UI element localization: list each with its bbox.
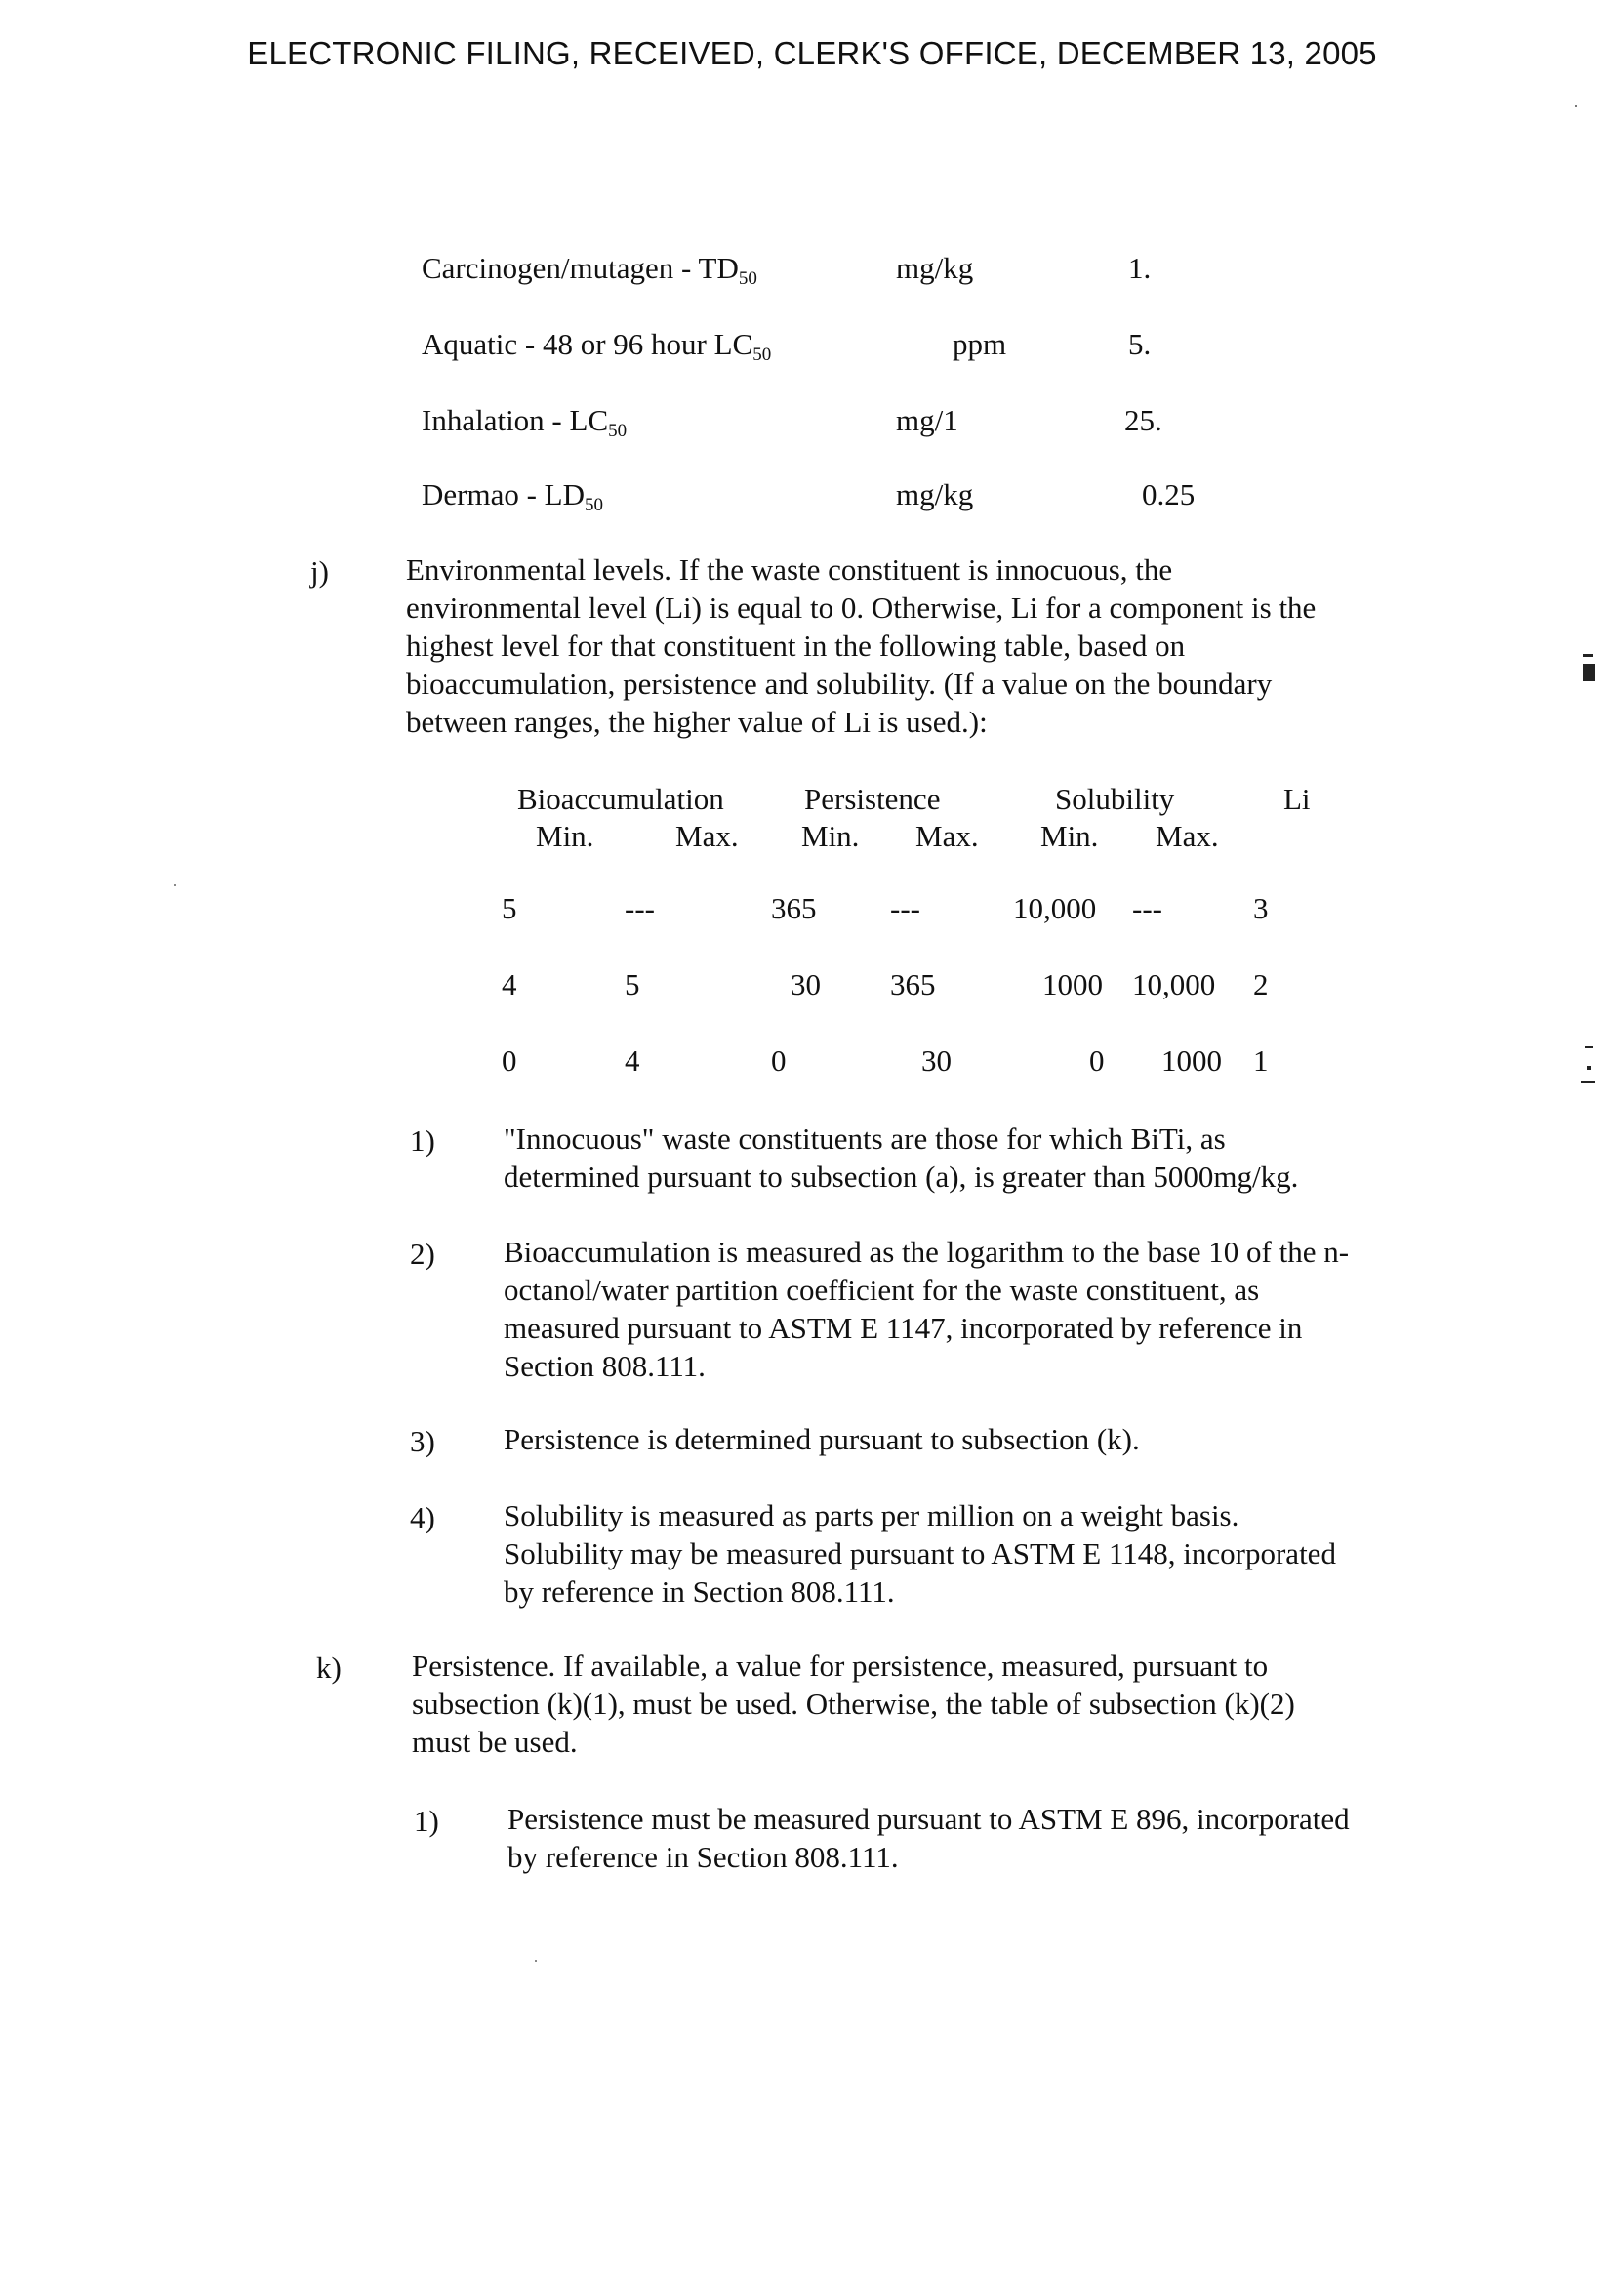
table-cell: 30 [921,1043,952,1078]
toxicity-value: 25. [1124,403,1162,437]
table-subheader: Min. [1040,819,1099,853]
table-cell: 0 [1089,1043,1105,1078]
list-item-text: Bioaccumulation is measured as the logarithm to the base 10 of the n-octanol/water partition coefficient for the waste constituent, as measured pursuant to ASTM E 1147, incorporated by reference in Section 808.111. [504,1235,1350,1383]
table-cell: 365 [890,967,936,1001]
toxicity-value: 0.25 [1142,477,1196,511]
toxicity-label: Carcinogen/mutagen - $TD_{50}$ [422,251,757,289]
table-subheader: Min. [536,819,594,853]
table-cell: 4 [502,967,517,1001]
table-cell: 0 [771,1043,787,1078]
table-cell: 2 [1253,967,1269,1001]
table-cell: 1000 [1042,967,1103,1001]
toxicity-unit: mg/kg [896,477,974,511]
section-k-text: Persistence. If available, a value for persistence, measured, pursuant to subsection (k)(1), must be used. Otherwise, the table of subsection (k)(2) must be used. [412,1649,1295,1759]
list-marker: 1) [414,1804,439,1838]
table-cell: 1000 [1161,1043,1222,1078]
toxicity-value: 5. [1128,327,1152,361]
table-group-header: Persistence [804,782,941,816]
toxicity-value: 1. [1128,251,1152,285]
table-group-header: Li [1283,782,1311,816]
list-marker: 2) [410,1237,435,1271]
table-group-header: Bioaccumulation [517,782,724,816]
table-subheader: Max. [675,819,739,853]
toxicity-label: Inhalation - $LC_{50}$ [422,403,628,441]
section-j-text: Environmental levels. If the waste constituent is innocuous, the environmental level (Li) is equal to 0. Otherwise, Li for a component is the highest level for that constituent in the following table, based on bioaccumulation, persistence and solubility. (If a value on the boundary between ranges, the higher value of Li is used.): [406,552,1317,739]
toxicity-unit: mg/kg [896,251,974,285]
table-cell: 5 [502,891,517,925]
toxicity-label: Dermao - $LD_{50}$ [422,477,603,515]
list-marker: 1) [410,1123,435,1158]
list-item-text: Persistence is determined pursuant to subsection (k). [504,1422,1140,1456]
table-cell: 10,000 [1013,891,1097,925]
table-cell: 30 [791,967,821,1001]
table-subheader: Max. [1156,819,1219,853]
table-cell: 365 [771,891,817,925]
section-marker: k) [316,1650,342,1685]
list-marker: 4) [410,1500,435,1534]
list-item-text: Solubility is measured as parts per million on a weight basis. Solubility may be measured pursuant to ASTM E 1148, incorporated by reference in Section 808.111. [504,1498,1336,1609]
table-cell: 1 [1253,1043,1269,1078]
list-item-text: "Innocuous" waste constituents are those for which BiTi, as determined pursuant to subsection (a), is greater than 5000mg/kg. [504,1121,1299,1194]
filing-header: ELECTRONIC FILING, RECEIVED, CLERK'S OFFICE, DECEMBER 13, 2005 [247,35,1377,71]
table-cell: --- [890,891,920,925]
table-cell: --- [625,891,655,925]
table-cell: 3 [1253,891,1269,925]
table-group-header: Solubility [1055,782,1175,816]
toxicity-label: Aquatic - 48 or 96 hour $LC_{50}$ [422,327,772,365]
section-marker: j) [310,554,329,589]
table-subheader: Max. [915,819,979,853]
toxicity-unit: ppm [953,327,1007,361]
table-cell: 10,000 [1132,967,1216,1001]
table-cell: 0 [502,1043,517,1078]
table-cell: 5 [625,967,640,1001]
table-subheader: Min. [801,819,860,853]
table-cell: --- [1132,891,1162,925]
table-cell: 4 [625,1043,640,1078]
list-item-text: Persistence must be measured pursuant to ASTM E 896, incorporated by reference in Section 808.111. [508,1802,1350,1874]
toxicity-unit: mg/1 [896,403,958,437]
list-marker: 3) [410,1424,435,1458]
